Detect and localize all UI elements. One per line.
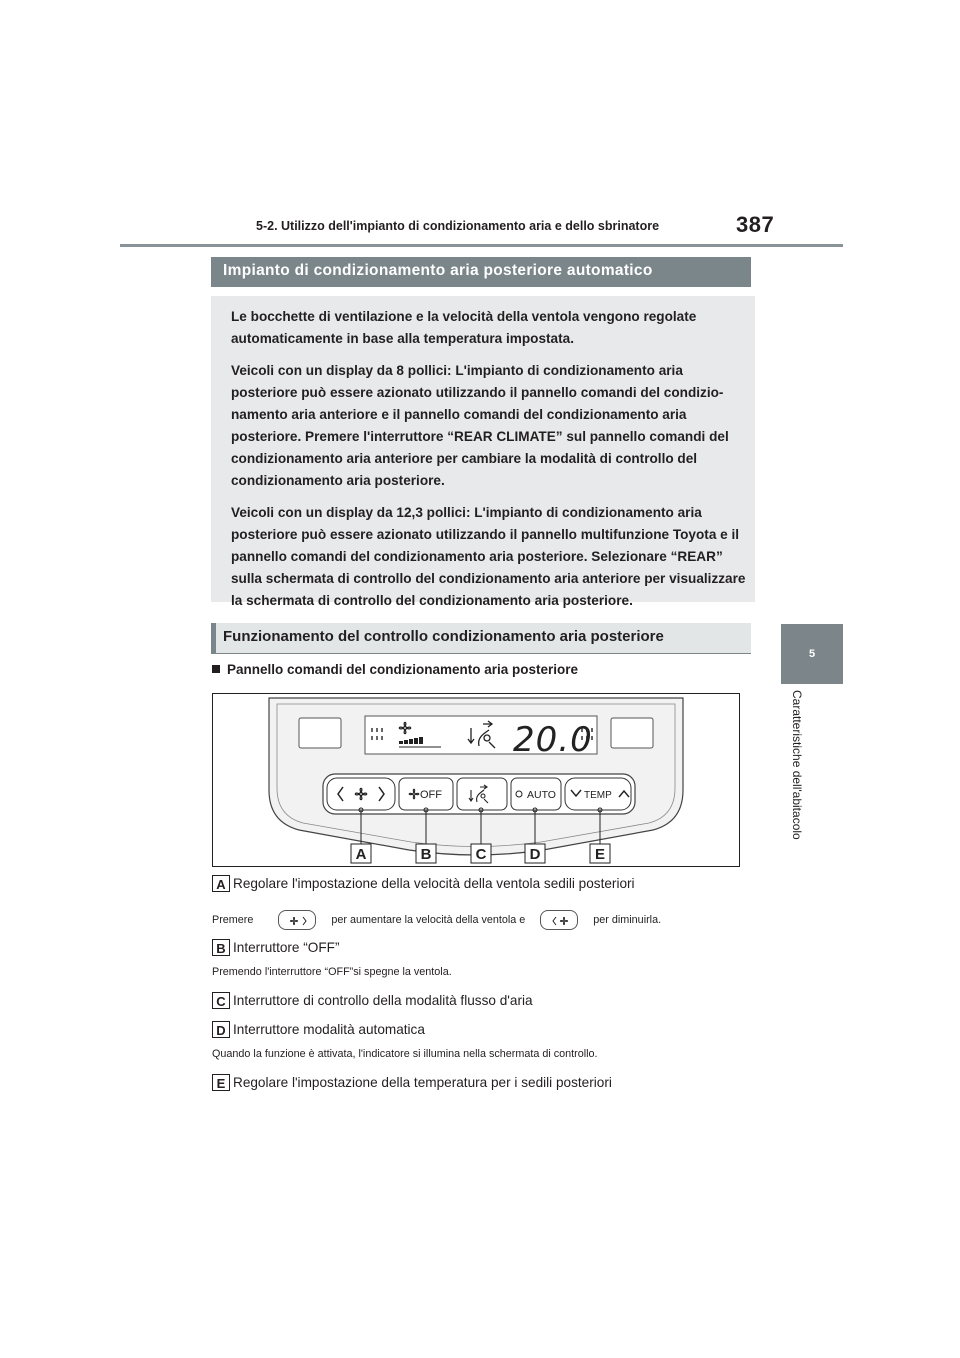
square-bullet-icon xyxy=(212,665,220,673)
section2-rule xyxy=(211,653,751,654)
callout-d-note: Quando la funzione è attivata, l'indicatore si illumina nella schermata di controllo. xyxy=(212,1048,598,1060)
figure-callout-c: C xyxy=(475,846,487,863)
control-panel-illustration xyxy=(213,694,739,866)
callout-a xyxy=(212,875,732,893)
fan-down-button-icon xyxy=(540,910,578,930)
temp-button-label: TEMP xyxy=(584,790,612,801)
callout-e-text: Regolare l'impostazione della temperatura per i sedili posteriori xyxy=(233,1075,612,1090)
callout-badge-b: B xyxy=(212,939,230,956)
section1-title: Impianto di condizionamento aria posteriore automatico xyxy=(223,262,653,279)
figure-callout-a: A xyxy=(355,846,367,863)
section1-paragraph-3: Veicoli con un display da 12,3 pollici: L'impianto di condizionamento aria posteriore può essere azionato utilizzando il pannello multifunzione Toyota e il pannello comandi del condizionamento aria posteriore. Selezionare “REAR” sulla schermata di controllo del condizionamento aria anteriore per visualizzare la schermata di controllo del condizionamento aria posteriore. xyxy=(231,505,746,608)
note-a-part3: per diminuirla. xyxy=(593,913,662,926)
section2-title: Funzionamento del controllo condizionamento aria posteriore xyxy=(223,628,664,645)
note-a-part2: per aumentare la velocità della ventola e xyxy=(331,913,526,926)
callout-d-text: Interruttore modalità automatica xyxy=(233,1022,425,1037)
callout-a-note xyxy=(212,910,661,930)
control-panel-figure xyxy=(212,693,740,867)
figure-callout-b: B xyxy=(420,846,432,863)
section1-paragraph-2: Veicoli con un display da 8 pollici: L'impianto di condizionamento aria posteriore può essere azionato utilizzando il pannello comandi del condizio-namento aria anteriore e il pannello comandi del condizionamento aria posteriore. Premere l'interruttore “REAR CLIMATE” sul pannello comandi del condizionamento aria anteriore per cambiare la modalità di controllo del condizionamento aria posteriore. xyxy=(231,363,729,488)
page-number: 387 xyxy=(736,212,775,237)
display-temperature: 20.0 xyxy=(513,720,593,760)
callout-e xyxy=(212,1074,732,1092)
callout-b-note: Premendo l'interruttore “OFF”si spegne la ventola. xyxy=(212,966,452,978)
note-a-part1: Premere xyxy=(212,913,254,926)
callout-d xyxy=(212,1021,732,1039)
fan-up-button-icon xyxy=(278,910,316,930)
figure-callout-d: D xyxy=(529,846,541,863)
auto-button-label: AUTO xyxy=(527,789,556,801)
header-rule xyxy=(120,244,843,247)
section1-text xyxy=(231,306,751,622)
subheading-text: Pannello comandi del condizionamento aria posteriore xyxy=(227,662,579,677)
callout-c-text: Interruttore di controllo della modalità flusso d'aria xyxy=(233,993,533,1008)
chapter-tab: 5 xyxy=(781,624,843,684)
off-button-label: OFF xyxy=(420,789,442,801)
callout-badge-a: A xyxy=(212,875,230,892)
figure-callout-e: E xyxy=(594,846,606,863)
subheading xyxy=(212,662,578,677)
callout-badge-c: C xyxy=(212,992,230,1009)
chapter-side-label-text: Caratteristiche dell'abitacolo xyxy=(790,690,804,840)
callout-c xyxy=(212,992,732,1010)
callout-badge-d: D xyxy=(212,1021,230,1038)
callout-badge-e: E xyxy=(212,1074,230,1091)
running-head: 5-2. Utilizzo dell'impianto di condizionamento aria e dello sbrinatore xyxy=(256,219,660,233)
callout-a-text: Regolare l'impostazione della velocità della ventola sedili posteriori xyxy=(233,876,635,891)
chapter-side-label xyxy=(790,690,804,870)
callout-b-text: Interruttore “OFF” xyxy=(233,940,340,955)
callout-b xyxy=(212,939,732,957)
section1-paragraph-1: Le bocchette di ventilazione e la velocità della ventola vengono regolate automaticamente in base alla temperatura impostata. xyxy=(231,309,697,346)
